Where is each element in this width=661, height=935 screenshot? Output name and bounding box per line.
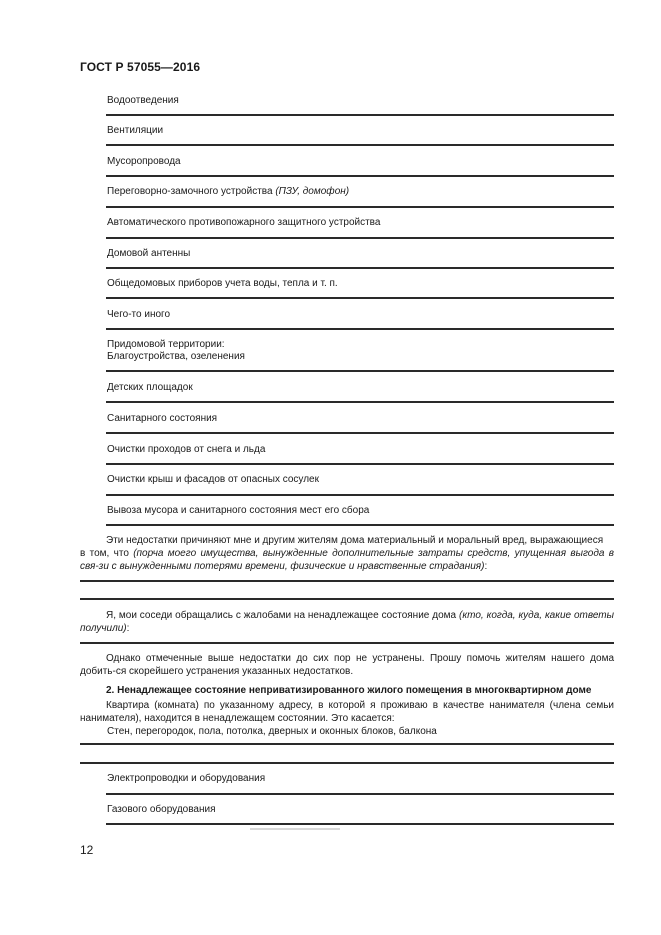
list-item-icicles: Очистки крыш и фасадов от опасных сосулек [107, 474, 319, 485]
list-item-playgrounds: Детских площадок [107, 382, 193, 393]
answer-line [106, 793, 614, 795]
list-item-sanitary: Санитарного состояния [107, 413, 218, 424]
answer-line [80, 743, 614, 745]
answer-line [106, 237, 614, 239]
section-2-heading: 2. Ненадлежащее состояние неприватизированного жилого помещения в многоквартирном доме [106, 685, 592, 696]
list-item-snow-clearing: Очистки проходов от снега и льда [107, 444, 266, 455]
answer-line [80, 580, 614, 582]
list-item-waste-removal: Вывоза мусора и санитарного состояния мест его сбора [107, 505, 370, 516]
list-item-garbage-chute: Мусоропровода [107, 156, 181, 167]
answer-line [106, 175, 614, 177]
answer-line [106, 370, 614, 372]
list-item-meters: Общедомовых приборов учета воды, тепла и т. п. [107, 278, 338, 289]
answer-line [106, 432, 614, 434]
answer-line [106, 206, 614, 208]
list-item-drainage: Водоотведения [107, 95, 179, 106]
list-item-antenna: Домовой антенны [107, 248, 191, 259]
damage-paragraph-lead: в том, что [80, 548, 134, 559]
list-item-intercom-label: Переговорно-замочного устройства [107, 186, 276, 197]
list-item-fire-protection: Автоматического противопожарного защитного устройства [107, 217, 381, 228]
answer-line [106, 328, 614, 330]
answer-line [106, 463, 614, 465]
answer-line [106, 114, 614, 116]
list-item-adjacent-territory: Придомовой территории: [107, 339, 225, 350]
damage-paragraph-rest [80, 547, 614, 573]
answer-line [106, 823, 614, 825]
complaints-paragraph-colon: : [126, 623, 130, 634]
list-item-intercom-note: (ПЗУ, домофон) [275, 186, 350, 197]
list-item-gas: Газового оборудования [107, 804, 216, 815]
answer-line [106, 144, 614, 146]
answer-line [80, 598, 614, 600]
answer-line [80, 642, 614, 644]
answer-line [106, 297, 614, 299]
answer-line [106, 267, 614, 269]
answer-line [106, 524, 614, 526]
damage-paragraph-colon: : [484, 561, 488, 572]
answer-line [80, 762, 614, 764]
list-item-electrical: Электропроводки и оборудования [107, 773, 266, 784]
damage-paragraph-italic: (порча моего имущества, вынужденные дополнительные затраты средств, упущенная выгода в свя-зи с вынужденными потерями времени, физические и нравственные страдания) [80, 548, 614, 572]
complaints-paragraph [80, 609, 614, 635]
complaints-paragraph-italic: (кто, когда, куда, какие ответы получили) [80, 610, 614, 634]
answer-line [106, 401, 614, 403]
scan-artifact [250, 828, 340, 830]
answer-line [106, 494, 614, 496]
list-item-landscaping: Благоустройства, озеленения [107, 351, 245, 362]
damage-paragraph-line1: Эти недостатки причиняют мне и другим жителям дома материальный и моральный вред, выражающиеся [106, 535, 604, 546]
complaints-paragraph-lead: Я, мои соседи обращались с жалобами на ненадлежащее состояние дома [106, 610, 459, 621]
list-item-other: Чего-то иного [107, 309, 171, 320]
page-number: 12 [80, 843, 94, 857]
unresolved-paragraph: Однако отмеченные выше недостатки до сих пор не устранены. Прошу помочь жителям нашего дома добить-ся скорейшего устранения указанных недостатков. [80, 653, 614, 677]
document-header: ГОСТ Р 57055—2016 [80, 60, 201, 74]
list-item-ventilation: Вентиляции [107, 125, 164, 136]
list-item-walls: Стен, перегородок, пола, потолка, дверных и оконных блоков, балкона [107, 726, 437, 737]
list-item-intercom [107, 185, 349, 198]
apartment-paragraph: Квартира (комната) по указанному адресу, в которой я проживаю в качестве нанимателя (члена семьи нанимателя), находится в ненадлежащем состоянии. Это касается: [80, 700, 614, 724]
